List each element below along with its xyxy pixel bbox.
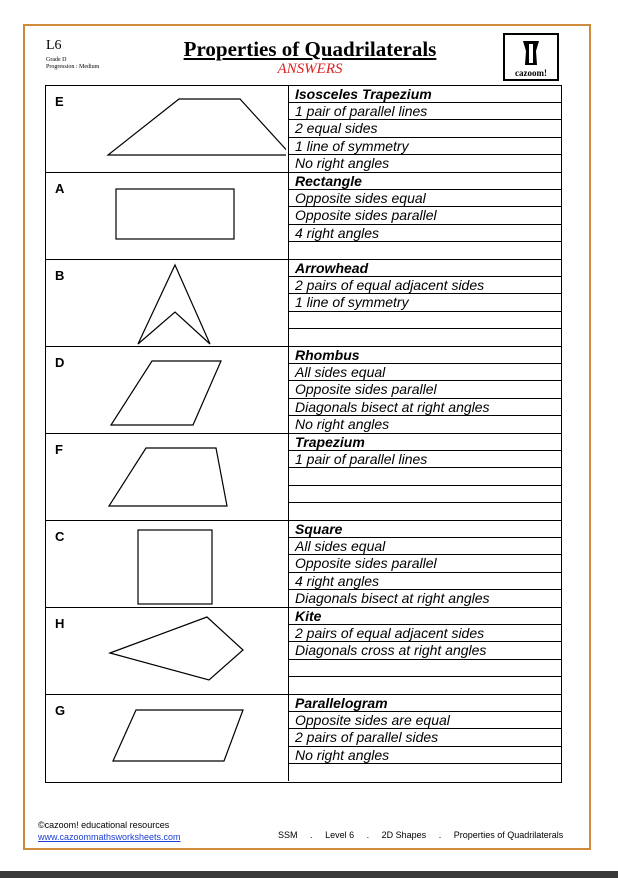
property-line: Opposite sides are equal xyxy=(289,712,562,729)
parallelogram-icon xyxy=(96,695,286,781)
properties-list xyxy=(288,608,562,694)
property-line: 1 line of symmetry xyxy=(289,138,562,155)
rhombus-icon xyxy=(96,347,286,433)
property-line: All sides equal xyxy=(289,538,562,555)
shape-letter: C xyxy=(55,529,65,544)
property-line: 4 right angles xyxy=(289,225,562,242)
footer-level: Level 6 xyxy=(325,830,355,840)
property-line: Diagonals cross at right angles xyxy=(289,642,562,659)
property-line xyxy=(289,764,562,781)
rectangle-icon xyxy=(96,173,286,259)
shape-name: Rectangle xyxy=(289,173,562,190)
table-row xyxy=(46,260,561,347)
properties-list xyxy=(288,521,562,607)
shape-name: Parallelogram xyxy=(289,695,562,712)
table-row xyxy=(46,695,561,782)
shape-letter: H xyxy=(55,616,65,631)
logo-text: cazoom! xyxy=(515,68,547,78)
property-line: Diagonals bisect at right angles xyxy=(289,399,562,416)
property-line: Opposite sides parallel xyxy=(289,381,562,398)
footer-sep: . xyxy=(438,830,442,840)
answers-subtitle: ANSWERS xyxy=(277,61,343,77)
property-line: 2 pairs of equal adjacent sides xyxy=(289,277,562,294)
property-line: 2 equal sides xyxy=(289,120,562,137)
trapezium-icon xyxy=(96,434,286,520)
properties-list xyxy=(288,695,562,781)
shape-name: Trapezium xyxy=(289,434,562,451)
grade-info xyxy=(46,57,99,71)
property-line: 2 pairs of parallel sides xyxy=(289,729,562,746)
table-row xyxy=(46,521,561,608)
property-line xyxy=(289,329,562,346)
progression-label: Progression : Medium xyxy=(46,64,100,70)
shape-letter: A xyxy=(55,181,65,196)
page-title: Properties of Quadrilaterals xyxy=(183,37,437,61)
table-row xyxy=(46,347,561,434)
properties-list xyxy=(288,347,562,433)
properties-list xyxy=(288,434,562,520)
property-line xyxy=(289,242,562,259)
properties-list xyxy=(288,86,562,172)
property-line: No right angles xyxy=(295,415,390,432)
shape-letter: F xyxy=(55,442,63,457)
table-row xyxy=(46,434,561,521)
footer-info xyxy=(278,830,573,840)
shape-letter: B xyxy=(55,268,65,283)
website-link[interactable]: www.cazoommathsworksheets.com xyxy=(38,832,181,842)
copyright-text: ©cazoom! educational resources xyxy=(38,820,170,830)
footer-sep: . xyxy=(366,830,370,840)
shape-letter: G xyxy=(55,703,66,718)
footer-sheet: Properties of Quadrilaterals xyxy=(453,830,564,840)
bottom-bar xyxy=(0,871,618,878)
cazoom-logo xyxy=(503,33,559,81)
footer-topic: 2D Shapes xyxy=(381,830,427,840)
quadrilaterals-table xyxy=(45,85,562,783)
property-line xyxy=(289,312,562,329)
square-icon xyxy=(96,521,286,607)
shape-name: Isosceles Trapezium xyxy=(289,86,562,103)
properties-list xyxy=(288,173,562,259)
properties-list xyxy=(288,260,562,346)
grade-label: Grade D xyxy=(46,57,67,63)
property-line: No right angles xyxy=(289,747,562,764)
property-line xyxy=(289,677,562,694)
property-line: No right angles xyxy=(295,154,390,171)
shape-name: Arrowhead xyxy=(289,260,562,277)
property-line xyxy=(289,468,562,485)
footer-credits xyxy=(38,819,181,843)
isosceles-trapezium-icon xyxy=(96,86,286,172)
property-line: Opposite sides parallel xyxy=(289,207,562,224)
table-row xyxy=(46,173,561,260)
shape-name: Rhombus xyxy=(289,347,562,364)
table-row xyxy=(46,86,561,173)
kite-icon xyxy=(96,608,286,694)
level-label: L6 xyxy=(46,38,62,53)
shape-name: Kite xyxy=(289,608,562,625)
table-row xyxy=(46,608,561,695)
property-line: 1 pair of parallel lines xyxy=(289,451,562,468)
property-line: 1 pair of parallel lines xyxy=(289,103,562,120)
property-line: Opposite sides parallel xyxy=(289,555,562,572)
property-line: 1 line of symmetry xyxy=(289,294,562,311)
shape-letter: E xyxy=(55,94,64,109)
footer-ssm: SSM xyxy=(278,830,298,840)
property-line: Opposite sides equal xyxy=(289,190,562,207)
arrowhead-icon xyxy=(96,260,286,346)
property-line: All sides equal xyxy=(289,364,562,381)
property-line: 4 right angles xyxy=(289,573,562,590)
property-line: Diagonals bisect at right angles xyxy=(295,589,490,606)
property-line xyxy=(289,503,562,520)
footer-sep: . xyxy=(310,830,313,840)
property-line xyxy=(289,660,562,677)
property-line: 2 pairs of equal adjacent sides xyxy=(289,625,562,642)
shape-name: Square xyxy=(289,521,562,538)
property-line xyxy=(289,486,562,503)
shape-letter: D xyxy=(55,355,65,370)
